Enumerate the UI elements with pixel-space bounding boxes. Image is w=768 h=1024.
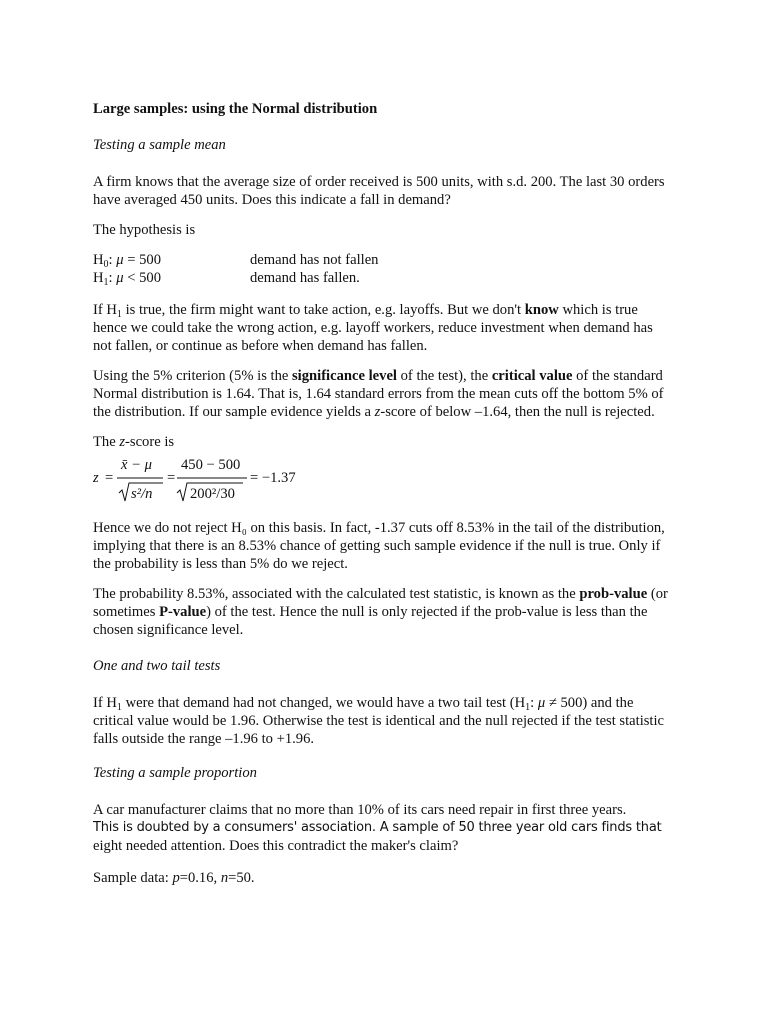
alternative-hypothesis: $H_1$: μ < 500 [93,270,161,288]
paragraph-proportion-intro [93,801,673,855]
null-hypothesis: $H_0$: μ = 500 [93,252,161,270]
paragraph-two-tail: If $H_1$ were that demand had not changed, we would have a two tail test ($H_1$: μ ≠ 500) and the critical value would be 1.96. Otherwise the test is identical and the null rejected if the test statistic falls outside the range –1.96 to +1.96. [93,695,665,747]
formula-equals-1: = [105,470,114,486]
paragraph-action-risk: If $H_1$ is true, the firm might want to take action, e.g. layoffs. But we don't know which is true hence we could take the wrong action, e.g. layoff workers, reduce investment when demand has not fallen, or continue as before when demand has fallen. [93,302,653,354]
zscore-lead: The z-score is [93,434,175,450]
formula-result: = −1.37 [250,470,296,486]
formula-equals-2: = [167,470,176,486]
proportion-line-1: A car manufacturer claims that no more than 10% of its cars need repair in first three years. [93,802,627,818]
hypothesis-lead: The hypothesis is [93,222,196,238]
formula-numerator-2: 450 − 500 [181,457,241,473]
section-title-sample-mean: Testing a sample mean [93,137,226,153]
zscore-formula-graphic [93,457,313,505]
formula-numerator-1: x̄ − μ [121,457,152,473]
null-hypothesis-description: demand has not fallen [250,252,379,268]
zscore-formula [93,457,673,505]
proportion-line-2: This is doubted by a consumers' association. A sample of 50 three year old cars finds that [93,820,662,835]
paragraph-prob-value: The probability 8.53%, associated with the calculated test statistic, is known as the prob-value (or sometimes P-value) of the test. Hence the null is only rejected if the prob-value is less than the chosen significance level. [93,586,668,638]
hypothesis-block [93,251,673,287]
paragraph-critical-value: Using the 5% criterion (5% is the significance level of the test), the critical value of the standard Normal distribution is 1.64. That is, 1.64 standard errors from the mean cuts off the bottom 5% of the distribution. If our sample evidence yields a z-score of below –1.64, then the null is rejected. [93,368,664,420]
null-hypothesis-row [93,251,673,269]
formula-denominator-2: 200²/30 [190,486,235,502]
section-title-tail-tests: One and two tail tests [93,658,221,674]
sample-data-line: Sample data: p=0.16, n=50. [93,870,255,886]
section-title-sample-proportion: Testing a sample proportion [93,765,257,781]
page-heading: Large samples: using the Normal distribution [93,101,378,117]
alternative-hypothesis-row [93,269,673,287]
paragraph-not-reject: Hence we do not reject H₀ on this basis. In fact, -1.37 cuts off 8.53% in the tail of the distribution, implying that there is an 8.53% chance of getting such sample evidence if the null is true. Only if the probability is less than 5% do we reject. [93,520,665,572]
document-page [93,100,673,899]
paragraph-mean-intro: A firm knows that the average size of order received is 500 units, with s.d. 200. The last 30 orders have averaged 450 units. Does this indicate a fall in demand? [93,174,665,208]
alternative-hypothesis-description: demand has fallen. [250,270,360,286]
proportion-line-3: eight needed attention. Does this contradict the maker's claim? [93,838,459,854]
formula-denominator-1: s²/n [131,486,153,502]
formula-z: z [93,470,99,486]
